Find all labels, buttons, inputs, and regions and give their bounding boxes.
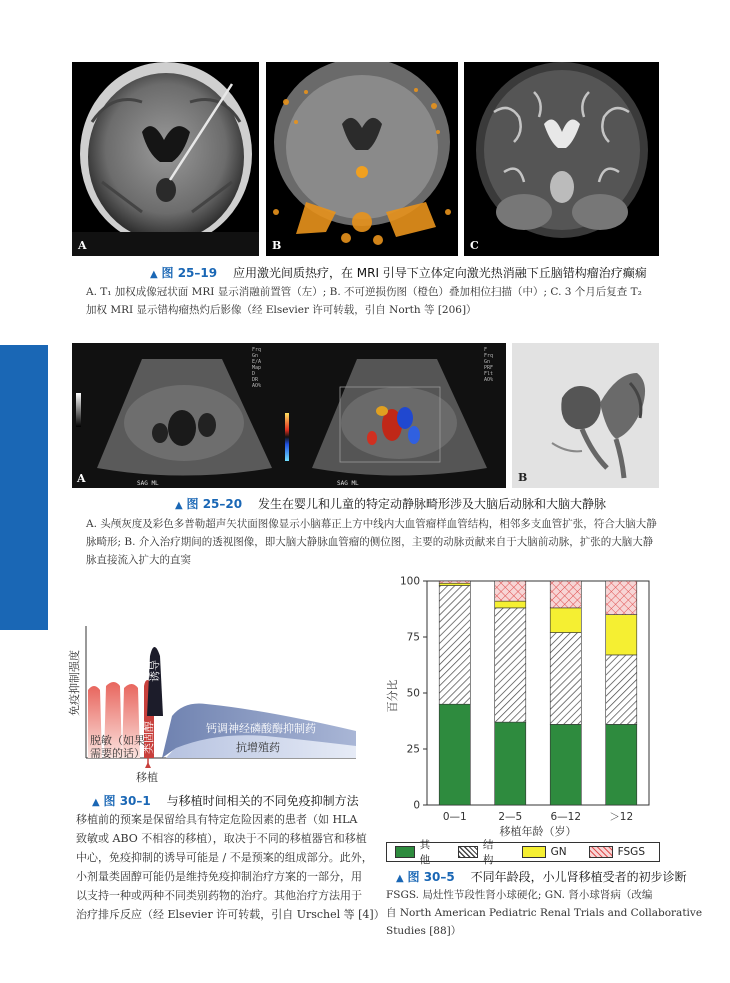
figure-25-20-caption-line-1: A. 头颅灰度及彩色多普勒超声矢状面图像显示小脑幕正上方中线内大血管瘤样血管结构，相邻多支血管扩张，符合大脑大静 <box>86 518 657 530</box>
x-tick-label: 2—5 <box>498 811 523 823</box>
desensitization-label-1: 脱敏（如果 <box>90 734 145 747</box>
figure-number: 图 30–1 <box>103 794 151 808</box>
panel-label-b: B <box>272 239 282 252</box>
figure-number: 图 25–19 <box>161 266 218 280</box>
fluoroscopy-image <box>512 343 659 488</box>
legend-label: 其他 <box>419 839 431 866</box>
body-line: 小剂量类固醇可能仍是维持免疫抑制治疗方案的一部分，用 <box>76 870 362 883</box>
fluoroscopy-panel-b <box>512 343 659 488</box>
figure-number: 图 30–5 <box>407 870 455 884</box>
legend-swatch <box>395 846 415 858</box>
caption-triangle-icon: ▲ <box>175 500 183 511</box>
bar-segment-GN <box>550 608 581 633</box>
steroid-label: 类固醇 <box>142 721 155 754</box>
figure-30-1-title <box>92 792 359 809</box>
figure-title-text: 与移植时间相关的不同免疫抑制方法 <box>166 794 359 808</box>
figure-25-19-caption-line-2: 加权 MRI 显示错构瘤热灼后影像（经 Elsevier 许可转载，引自 North 等 [206]） <box>86 304 477 316</box>
body-line: 移植前的预案是保留给具有特定危险因素的患者（如 HLA <box>76 813 358 826</box>
y-tick-label: 75 <box>406 631 420 644</box>
y-tick-label: 100 <box>399 575 420 588</box>
mri-coronal-t2-image <box>464 62 659 256</box>
bar-segment-FSGS <box>495 581 526 601</box>
panel-label-a: A <box>78 239 87 252</box>
mri-panel-a <box>72 62 259 256</box>
x-tick-label: ＞12 <box>609 811 634 823</box>
mri-panel-b <box>266 62 458 256</box>
induction-label: 诱导 <box>148 660 161 682</box>
bar-segment-结构 <box>495 608 526 722</box>
ultrasound-panel-a <box>72 343 506 488</box>
body-paragraph <box>76 810 385 924</box>
figure-title-text: 不同年龄段，小儿肾移植受者的初步诊断 <box>470 870 687 884</box>
transplant-label: 移植 <box>136 771 158 784</box>
figure-title-text: 应用激光间质热疗，在 MRI 引导下立体定向激光热消融下丘脑错构瘤治疗癫痫 <box>232 266 647 280</box>
figure-25-20-caption-line-3: 脉直接流入扩大的直窦 <box>86 554 191 566</box>
bar-segment-其他 <box>495 722 526 805</box>
legend-swatch <box>522 846 546 858</box>
legend-swatch <box>589 846 613 858</box>
body-line: 中心，免疫抑制的诱导可能是 / 不是预案的组成部分。此外， <box>76 851 373 864</box>
bar-segment-其他 <box>550 724 581 805</box>
legend-swatch <box>458 846 478 858</box>
y-axis-label: 百分比 <box>386 679 399 713</box>
cni-label: 钙调神经磷酸酶抑制药 <box>206 722 316 735</box>
bar-segment-GN <box>606 615 637 655</box>
legend-item <box>589 846 645 858</box>
body-line: 以支持一种或两种不同类别药物的治疗。其他治疗方法用于 <box>76 889 362 902</box>
panel-label-a: A <box>77 472 86 485</box>
figure-title-text: 发生在婴儿和儿童的特定动静脉畸形涉及大脑后动脉和大脑大静脉 <box>257 497 606 511</box>
mri-panel-c <box>464 62 659 256</box>
legend-label: 结构 <box>482 839 494 866</box>
legend-item <box>395 837 436 867</box>
y-tick-label: 0 <box>413 799 420 812</box>
mri-damage-overlay-image <box>266 62 458 256</box>
sag-ml-label-right: SAG ML <box>337 480 359 487</box>
figure-number: 图 25–20 <box>186 497 243 511</box>
panel-label-b: B <box>518 471 528 484</box>
figure-30-5-caption-line-2: 自 North American Pediatric Renal Trials and Collaborative <box>386 907 703 919</box>
ultrasound-doppler-image <box>72 343 506 488</box>
bar-segment-GN <box>439 583 470 585</box>
body-line: 治疗排斥反应（经 Elsevier 许可转载，引自 Urschel 等 [4]） <box>76 908 385 921</box>
figure-30-5-title <box>396 868 687 885</box>
x-axis-label: 移植年龄（岁） <box>499 825 577 838</box>
legend-label: GN <box>550 846 567 858</box>
mri-coronal-t1-image <box>72 62 259 256</box>
ultrasound-params-right: F Frq Gn PRF Flt AO% <box>484 347 494 383</box>
body-line: 致敏或 ABO 不相容的移植），取决于不同的移植器官和移植 <box>76 832 367 845</box>
panel-label-c: C <box>470 239 479 252</box>
figure-25-19-title <box>150 264 647 281</box>
x-tick-label: 6—12 <box>550 811 582 823</box>
bar-segment-其他 <box>439 704 470 805</box>
figure-30-5-caption-line-1: FSGS. 局灶性节段性肾小球硬化; GN. 肾小球肾病（改编 <box>386 889 653 901</box>
transplant-arrow-icon <box>145 762 151 768</box>
figure-25-20-caption-line-2: 脉畸形; B. 介入治疗期间的透视图像，即大脑大静脉血管瘤的侧位图，主要的动脉贡献来自于大脑前动脉，扩张的大脑大静 <box>86 536 654 548</box>
bar-segment-其他 <box>606 724 637 805</box>
bar-segment-FSGS <box>550 581 581 608</box>
sag-ml-label-left: SAG ML <box>137 480 159 487</box>
diagnosis-stacked-bar-chart <box>378 570 660 870</box>
figure-25-20-title <box>175 495 606 512</box>
legend-item <box>458 837 499 867</box>
bar-segment-结构 <box>550 633 581 725</box>
bar-segment-FSGS <box>439 581 470 583</box>
caption-triangle-icon: ▲ <box>92 797 100 808</box>
chart-legend <box>386 839 660 866</box>
x-tick-label: 0—1 <box>442 811 467 823</box>
figure-25-19-caption-line-1: A. T₁ 加权成像冠状面 MRI 显示消融前置管（左）; B. 不可逆损伤图（橙色）叠加相位扫描（中）; C. 3 个月后复查 T₂ <box>86 286 642 298</box>
caption-triangle-icon: ▲ <box>150 269 158 280</box>
y-axis-label: 免疫抑制强度 <box>68 650 81 716</box>
bar-segment-结构 <box>439 585 470 704</box>
y-tick-label: 25 <box>406 743 420 756</box>
immunosuppression-diagram <box>66 586 366 786</box>
bar-segment-结构 <box>606 655 637 724</box>
legend-item <box>522 846 567 858</box>
caption-triangle-icon: ▲ <box>396 873 404 884</box>
legend-label: FSGS <box>617 846 645 858</box>
bar-segment-FSGS <box>606 581 637 615</box>
ultrasound-params-left: Frq Gn E/A Map D DR AO% <box>252 347 262 389</box>
bar-segment-GN <box>495 601 526 608</box>
figure-30-5-caption-line-3: Studies [88]） <box>386 925 462 937</box>
antiproliferative-label: 抗增殖药 <box>236 741 280 754</box>
y-tick-label: 50 <box>406 687 420 700</box>
desensitization-label-2: 需要的话） <box>90 747 145 760</box>
chapter-tab-bar <box>0 345 48 630</box>
